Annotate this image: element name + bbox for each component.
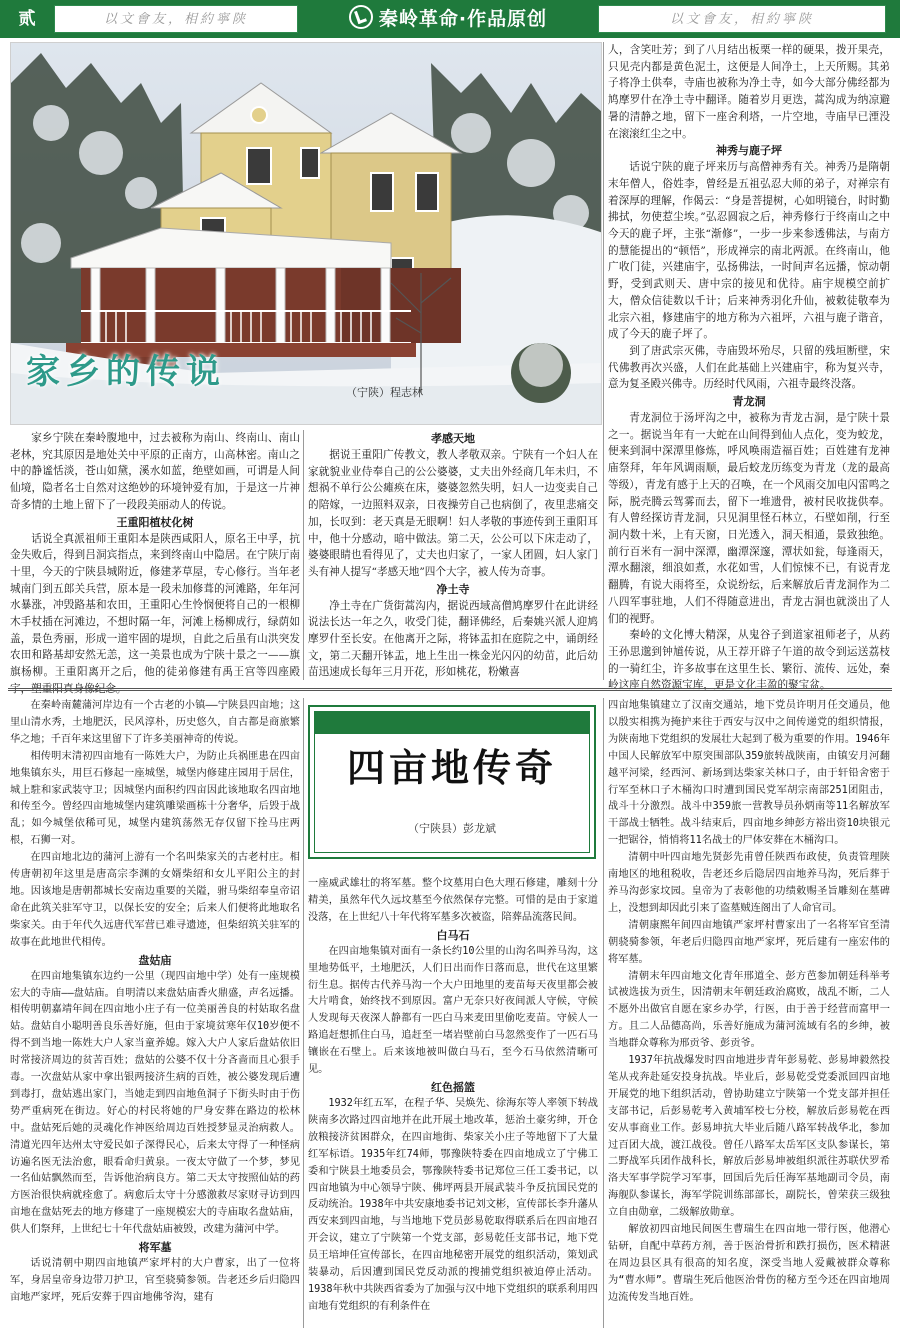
article1-title: 家乡的传说 [26,352,226,392]
section-text: 解放初四亩地民间医生曹瑞生在四亩地一带行医，他潜心钻研，自配中草药方剂，善于医治骨折和跌打损伤，医术精湛在周边县区具有很高的知名度，深受当地人爱戴被群众尊称为“曹水师”。曹瑞生死后他医治骨伤的秘方至今还在四亩地周边流传发当地百姓。 [608,1224,890,1303]
section-text: 秦岭的文化博大精深，从鬼谷子到道家祖师老子，从药王孙思邈到钟馗传说，从王荐开辟子午道的故令到运送荔枝的一骑红尘，许多故事在这里生长、繁衍、流传、远处，秦岭这座自然资源宝库，更是文化丰盈的聚宝盆。 [608,629,890,692]
article2-byline: （宁陕县）彭龙斌 [408,822,496,835]
section-text: 话说宁陕的鹿子坪来历与高僧神秀有关。神秀乃是隋朝末年僧人，俗姓李，曾经是五祖弘忍大师的弟子，对禅宗有着深厚的理解，作偈云：“身是菩提树，心如明镜台，时时勤拂拭，勿使惹尘埃。”弘忍圆寂之后，神秀修行于终南山之中今天的鹿子坪，主张“渐修”，一步一步来参透佛法，与南方的慧能提出的“顿悟”，形成禅宗的南北两派。在终南山，他广收门徒，兴建庙宇，弘扬佛法，一时间声名远播，惊动朝野，受到武则天、唐中宗的接见和优待。庙宇规模空前扩大，僧众信徒数以千计；后来神秀羽化升仙，被敕徒敬奉为北宗六祖，修建庙宇的地方称为六祖坪，六祖与鹿子谐音，成了今天的鹿子坪了。 [608,161,890,341]
section-text: 清朝中叶四亩地先贤彭先甫曾任陕西布政使，负责管理陕南地区的地租税收，告老还乡后隐居四亩地养马沟，死后葬于养马沟彭家坟园。皇帝为了表彰他的功绩敕赐圣旨雕刻在墓碑上，没想到却因此引来了盗墓贼连阁出了人命官司。 [608,852,890,914]
article1-byline: （宁陕）程志林 [346,386,423,399]
section-text: 1937年抗战爆发时四亩地进步青年彭易乾、彭易坤毅然投笔从戎奔赴延安投身抗战。毕业后，彭易乾受党委派回四亩地开展党的地下组织活动，曾协助建立宁陕第一个党支部并担任支部书记，后彭易乾考入黄埔军校七分校，解放后彭易乾在西安从事商业工作。彭易坤抗大毕业后随八路军转战华北，参加过百团大战，渡江战役。曾任八路军太岳军区支队参谋长，第二野战军兵团作战科长，解放后彭易坤被组织派往苏联伏罗希洛夫军事学院学习军事，回国后先后任海军基地副司令员，南海舰队参谋长，海军学院训练部部长，副院长，曾荣获三级独立自由勋章，二级解放勋章。 [608,1055,890,1219]
section-text: 1932年红五军，在程子华、吴焕先、徐海东等人率领下转战陕南多次路过四亩地并在此开展土地改革，惩治土豪劣绅，开仓放粮接济贫困群众，在四亩地街、柴家关小庄子等地留下了大量红军标语。1935年红74师，鄂豫陕特委在四亩地成立了宁佛工委和宁陕县土地委员会，鄂豫陕特委书记郑位三任工委书记，以四亩地镇为中心领导宁陕、佛坪两县开展武装斗争反抗国民党的反动统治。1938年中共安康地委书记刘文彬，宣传部长李升藩从西安来到四亩地，与当地地下党员彭易乾取得联系后在四亩地召开会议，建立了宁陕第一个党支部，彭易乾任支部书记，地下党员王培坤任宣传部长，在四亩地秘密开展党的组织活动，策划武装暴动，后因遭到国民党反动派的搜捕党组织被迫停止活动。1938年秋中共陕西省委为了加强与汉中地下党组织的联系利用四亩地有党组织的有利条件在 [308,1097,598,1312]
article2-column-2 [308,876,598,1316]
article2-column-1 [10,698,300,1307]
article1-column-3 [608,42,890,694]
section-heading: 白马石 [436,928,470,942]
masthead-title: 秦岭革命·作品原创 [378,8,548,30]
section-heading: 王重阳植杖化树 [116,515,194,529]
section-text: 到了唐武宗灭佛，寺庙毁坏殆尽，只留的残垣断壁，宋代佛教再次兴盛，人们在此基础上兴建庙宇，称为复兴寺，意为复圣殿兴佛寺。历经时代风雨，六祖寺最终没落。 [608,344,890,391]
article2-intro: 在秦岭南麓蒲河岸边有一个古老的小镇——宁陕县四亩地；这里山清水秀，土地肥沃，民风淳朴，历史悠久，自古都是商旅繁华之地；千百年来这里留下了许多美丽神奇的传说。 [10,700,300,745]
page-number: 贰 [4,4,50,34]
section-text: 据说王重阳广传教文，教人孝敬双亲。宁陕有一个妇人在家就貌业业侍奉自己的公公婆婆，丈夫出外经商几年未归，不想祸不单行公公瘫痪在床，婆婆忽然失明，妇人一边变卖自己的陪嫁，一边照料双亲，日夜操劳自己也病倒了，夜里悲痛交加，长叹到：老天真是无眼啊！妇人孝敬的事迹传到王重阳耳中，他十分感动，暗中做法。第二天，公公可以下床走动了，婆婆眼睛也看得见了，丈夫也归家了，一家人团圆，妇人家门头有神人提写“孝感天地”四个大字，被人传为奇事。 [308,449,598,578]
section-text: 在四亩地集镇对面有一条长约10公里的山沟名叫养马沟，这里地势低平，土地肥沃，人们日出而作日落而息，世代在这里繁衍生息。据传古代养马沟一个大户田地里的麦苗每天夜里都会被大片啃食，始终找不到原因。富户无奈只好夜间派人守候，守候人发现每天夜深人静都有一匹白马来麦田里偷吃麦苗。守候人一路追赶想抓住白马，追赶至一堵岩壁前白马忽然变作了一匹石马镶嵌在石壁上。后来该地被叫做白马石，至今石马依然清晰可见。 [308,945,598,1076]
section-heading: 净土寺 [436,582,470,596]
section-text: 净土寺在广货街蒿沟内，据说西域高僧鸠摩罗什在此讲经说法长达一年之久，收受门徒，翻译佛经，后秦姚兴派人迎鸠摩罗什至长安。在他离开之际，将钵盂扣在庭院之中，诵朗经文，第二天翻开钵盂，地上生出一株金光闪闪的幼苗，此后幼苗迅速成长每年三月开花，形如桃花，粉嫩喜 [308,599,598,679]
section-text: 话说全真派祖师王重阳本是陕西咸阳人，原名王中孚，抗金失败后，得到吕洞宾指点，来到终南山中隐居。在宁陕厅南十里，今天的宁陕县城附近，修建茅草屋，专心修行。当年老城南门到五郎关兵营，原本是一段未加修葺的河滩路，年年河水暴涨，冲毁路基和农田，王重阳心生怜悯便将自己的一根柳木手杖插在河滩边，不想时隔一年，河滩上杨柳成行，绿荫如盖，景色秀丽，形成一道牢固的堤坝，自此之后虽有山洪突发农田和路基却安然无恙，这一美景也成为宁陕十景之一——旗旗杨柳。王重阳离开之后，他的徒弟修建有禹王宫等四座殿宇，塑重阳真身像纪念。 [10,532,300,695]
article2-title: 四亩地传奇 [346,746,557,790]
article-divider [8,688,892,691]
article2-column-3 [608,698,890,1307]
section-heading: 神秀与鹿子坪 [716,144,782,158]
section-text: 清朝末年四亩地文化青年邢道全、彭方芭参加朝廷科举考试被选拔为贡生，因清朝末年朝廷政治腐败，战乱不断，二人不愿外出做官自愿在家乡办学，行医，由于善于经营而富甲一方。且二人品德高尚，乐善好施成为蒲河流域有名的乡绅，被当地群众尊称为邢贡爷、彭贡爷。 [608,970,890,1050]
motto-right: 以文會友，相約寧陕 [598,5,886,33]
masthead [303,3,593,35]
article1-intro: 家乡宁陕在秦岭腹地中，过去被称为南山、终南山、南山老林，究其原因是地处关中平原的正南方，山高林密。南山之中的静谧恬淡，苍山如黛，溪水如蓝，绝壁如画，可谓是人间仙境，隐者名士自然对这绝妙的环境钟爱有加，于是这一片神奇多情的土地上留下了一段段美丽动人的传说。 [10,432,300,511]
section-text: 四亩地集镇建立了汉南交通站，地下党员许明月任交通员，他以殷实相携为掩护来往于西安与汉中之间传递党的组织情报，为陕南地下党组织的发展壮大起到了极为重要的作用。1946年中国人民解放军中原突围部队359旅转战陕南，由镇安月河翻越平河梁，经西河、新场到达柴家关林口子，由于轩铅舍密于行军至林口子木桶沟口时遭到国民党军胡宗南部251团阻击，战斗十分激烈。战斗中359旅一营教导员孙炳南等11名解放军干部战士牺牲。战斗结束后，四亩地乡绅彭方裕出资10块银元一把锯谷，悄悄将11名战士的尸体安葬在木桶沟口。 [608,700,890,847]
section-text: 话说清朝中期四亩地镇严家坪村的大户曹家，出了一位将军，身居皇帝身边带刀护卫，官至骁骑参领。告老还乡后归隐四亩地严家坪，死后安葬于四亩地佛爷沟，建有 [10,1258,300,1303]
section-heading: 孝感天地 [431,432,475,445]
section-heading: 将军墓 [138,1241,172,1255]
section-text: 在四亩地北边的蒲河上游有一个名叫柴家关的古老村庄。相传唐朝初年这里是唐高宗李渊的女婿柴绍和女儿平阳公主的封地。因该地是唐朝都城长安南边重要的关隘，驸马柴绍奉皇帝诏命在此筑关驻军守卫，以保长安的安全；后来人们便将此地取名柴家关。由于年代久远唐代军营已难寻遗迹，但柴绍筑关驻军的故事在此地世代相传。 [10,852,300,948]
column-rule [303,698,304,1328]
section-heading: 青龙洞 [732,395,766,409]
section-text: 一座威武雄壮的将军墓。整个坟墓用白色大理石修建，雕刻十分精美，虽然年代久远坟墓至今依然保存完整。可惜的是由于家道没落，在上世纪八十年代将军墓多次被盗，陪葬品流落民间。 [308,878,598,923]
section-text: 清朝康熙年间四亩地镇严家坪村曹家出了一名将军官至清朝骁骑参领，年老后归隐四亩地严家坪，死后建有一座宏伟的将军墓。 [608,919,890,965]
article2-title-box [308,705,596,859]
section-heading: 盘姑庙 [138,953,172,967]
masthead-logo-icon [349,5,373,29]
section-heading: 红色摇篮 [431,1080,475,1094]
section-text: 在四亩地集镇东边约一公里（现四亩地中学）处有一座规模宏大的寺庙——盘姑庙。自明清以来盘姑庙香火鼎盛，声名远播。相传明朝嘉靖年间在四亩地小庄子有一位美丽善良的村姑取名盘姑。盘姑自小聪明善良乐善好施，但由于家境贫寒年仅10岁便不得不到当地一陈姓大户人家当童养媳。嫁入大户人家后盘姑依旧时常接济周边的贫苦百姓；盘姑的公婆不仅十分吝啬而且心狠手毒。一次盘姑从家中拿出银两接济生病的百姓，被公婆发现后遭到毒打，盘姑逃出家门，当她走到四亩地鱼洞子下街头时由于伤势严重病死在街边。好心的村民将她的尸身安葬在路边的松林中。盘姑死后她的灵魂化作神医给周边百姓授梦显灵治病救人。清道光四年达州太守爱民如子深得民心，后来太守得了一种怪病访遍名医无法治愈，眼看命归黄泉。一夜太守做了一个梦，梦见一名仙姑飘然而至，告诉他治病良方。第二天太守按照仙姑的药方医治很快病就痊愈了。病愈后太守十分感激救尽家财寻访到四亩地在盘姑死去的地方修建了一座规模宏大的寺庙取名盘姑庙，供人们祭拜，上世纪七十年代盘姑庙被毁，改建为蒲河中学。 [10,970,300,1236]
article1-column-2 [308,430,598,681]
section-text: 人，含笑吐芳；到了八月结出板栗一样的硬果，拨开果壳，只见壳内都是黄色泥土，这便是人间净土，上天所赐。其弟子将净土供奉，寺庙也被称为净土寺，如今大部分佛经都为鸠摩罗什在净土寺中翻译。随着岁月更迭，蒿沟成为纳凉避暑的清静之地，留下一座舍利塔，一片空地，寺庙早已湮没在滚滚红尘之中。 [608,44,890,140]
section-text: 相传明末清初四亩地有一陈姓大户，为防止兵祸匪患在四亩地集镇东头，用巨石修起一座城堡，城堡内修建庄园用于居住，城上駐和家武装守卫；因城堡内面积约四亩因此该地取名四亩地和传至今。曾经四亩地城堡内建筑雕梁画栋十分奢华，后毁于战乱；如今城堡依稀可见，城堡内建筑荡然无存仅留下拴马庄两根，石狮一对。 [10,750,300,847]
article1-column-1 [10,430,300,698]
column-rule [603,42,604,680]
title-box-band [315,712,589,734]
column-rule [303,430,304,680]
motto-left: 以文會友，相約寧陕 [54,5,298,33]
section-text: 青龙洞位于汤坪沟之中，被称为青龙古洞，是宁陕十景之一。据说当年有一大蛇在山间得到仙人点化，变为蛟龙，便来到洞中深潭里修炼，呼风唤雨造福百姓；百姓建有龙神庙祭拜，年年风调雨顺，最后蛟龙历练变为青龙（龙的最高等级），青龙有感于上天的召唤，在一个风雨交加电闪雷鸣之际，脱壳腾云驾雾而去，留下一堆遗骨，被村民收拢供奉。有人曾经探访青龙洞，只见洞里怪石林立，石壁如削，行至洞内数十米，上有天窗，日光透入，洞天相通，景致独绝。前行百米有一洞中深潭，幽潭深邃，潭状如瓮，每逢雨天，潭水翻滚，细浪如煮，水花如雪，人们惊悚不已，有说青龙翻腾，有说大雨将至，众说纷纭，后来解放后青龙洞作为二八四军事驻地，人们不得随意进出，青龙古洞也就淡出了人们的视野。 [608,412,890,625]
column-rule [603,698,604,1328]
